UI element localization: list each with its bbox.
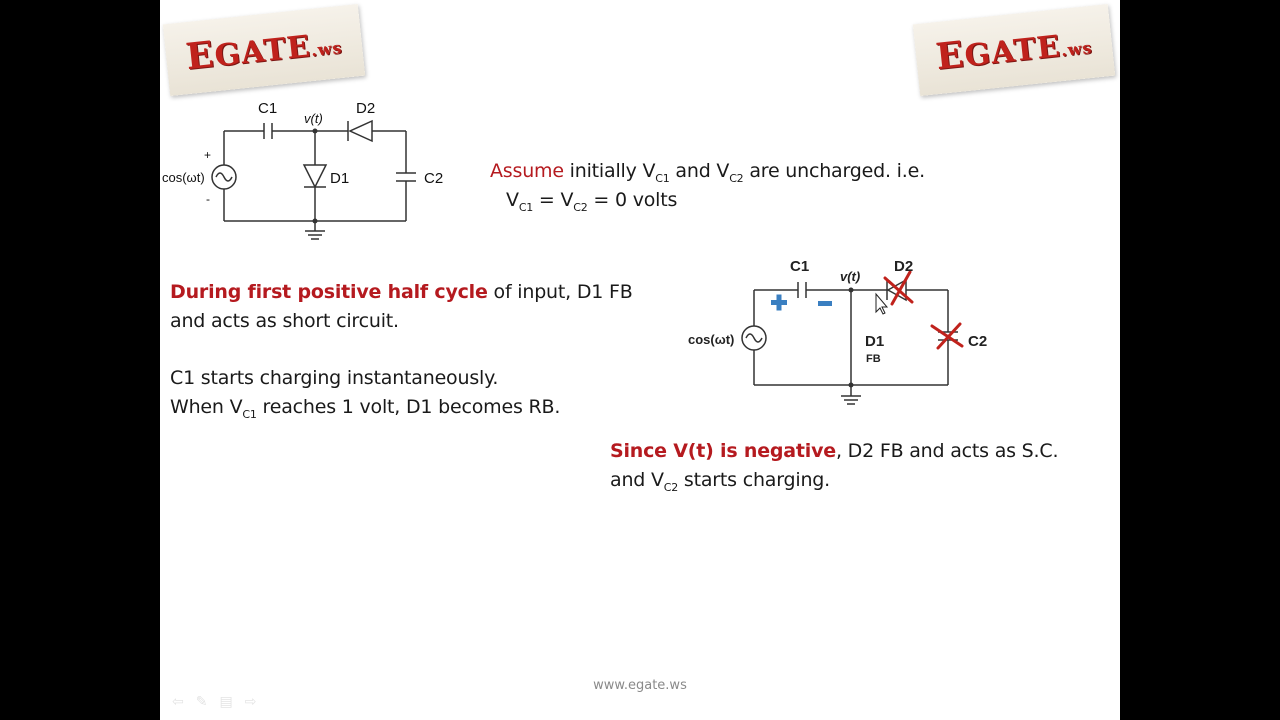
prev-arrow-icon[interactable]: ⇦: [172, 694, 196, 710]
plus-icon: [771, 295, 787, 311]
slide: [160, 0, 1120, 720]
minus-label: -: [206, 192, 210, 206]
circuit-diagram-2: [680, 250, 1020, 410]
circuit-diagram-1: [160, 95, 460, 245]
source-label: cos(ωt): [688, 332, 735, 347]
pointer-icon: [876, 294, 887, 314]
d2-cross-icon: [885, 272, 912, 304]
pen-icon[interactable]: ✎: [195, 694, 220, 710]
c1-label: C1: [258, 100, 278, 117]
assume-text: Assume initially $V_{C1}$ and $V_{C2}$ are uncharged. i.e. $V_{C1} = V_{C2} = 0$ volts: [490, 160, 925, 214]
d2-label: D2: [356, 100, 376, 117]
minus-icon: [818, 301, 832, 306]
positive-half-text: During first positive half cycle of input, D1 FB and acts as short circuit.: [170, 281, 633, 332]
c2-label: C2: [424, 170, 444, 187]
menu-icon[interactable]: ▤: [219, 694, 245, 710]
c2-cross-icon: [932, 324, 962, 348]
egate-logo-left: EGATE.ws: [163, 4, 365, 96]
negative-half-text: Since V(t) is negative, D2 FB and acts as S.C. and $V_{C2}$ starts charging.: [610, 440, 1059, 494]
next-arrow-icon[interactable]: ⇨: [244, 694, 269, 710]
d1-label: D1: [330, 170, 350, 187]
footer-url: www.egate.ws: [593, 678, 687, 693]
source-label: cos(ωt): [162, 170, 205, 185]
fb-label: FB: [866, 353, 881, 365]
egate-logo-right: EGATE.ws: [913, 4, 1115, 96]
c1-charging-text: C1 starts charging instantaneously. When $V_{C1}$ reaches 1 volt, D1 becomes RB.: [170, 367, 561, 421]
vt-label: v(t): [304, 111, 323, 126]
d1-label: D1: [865, 333, 885, 350]
d2-label: D2: [894, 258, 914, 275]
plus-label: +: [204, 148, 212, 162]
c2-label: C2: [968, 333, 988, 350]
c1-label: C1: [790, 258, 810, 275]
slide-nav-controls[interactable]: [172, 694, 268, 710]
vt-label: v(t): [840, 269, 861, 284]
